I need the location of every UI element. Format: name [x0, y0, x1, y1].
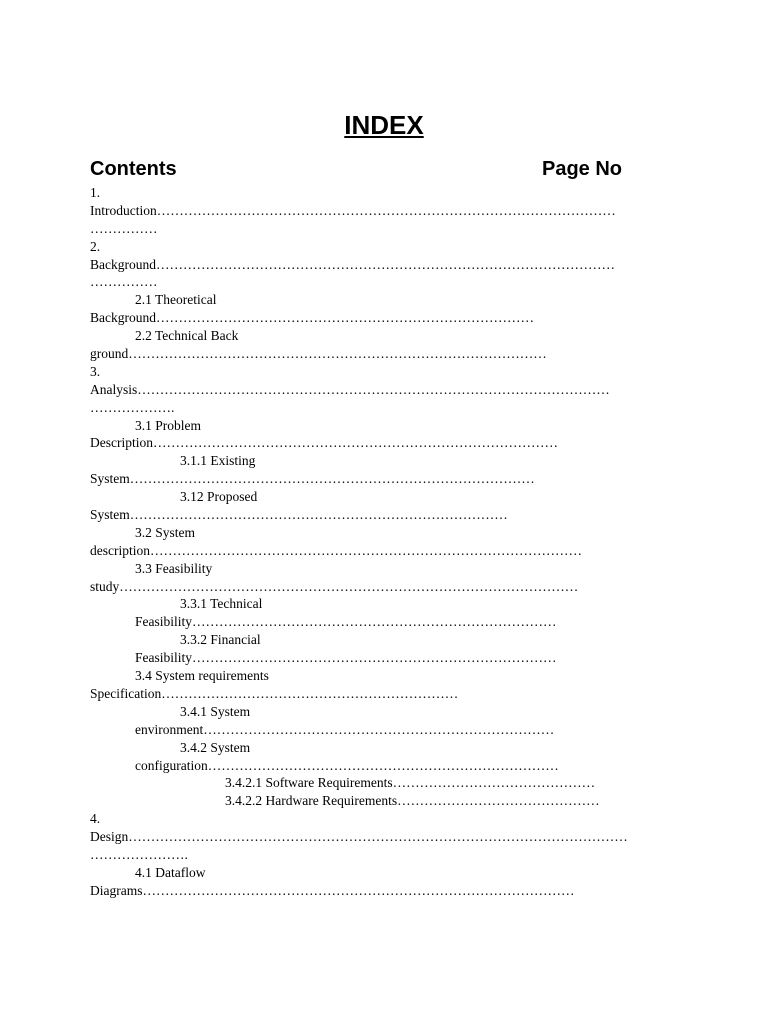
toc-line: description…………………………………………………………………………………… [90, 542, 582, 558]
toc-line: 3.12 Proposed [180, 489, 258, 505]
table-of-contents [90, 184, 690, 900]
toc-line: 3.4 System requirements [135, 668, 269, 684]
toc-line: study………………………………………………………………………………………… [90, 578, 579, 594]
toc-line: 2. [90, 238, 101, 254]
toc-line: 3.2 System [135, 524, 196, 540]
contents-heading: Contents [90, 158, 177, 180]
toc-line: 2.1 Theoretical [135, 292, 217, 308]
toc-line: 4. [90, 811, 101, 827]
toc-line: 4.1 Dataflow [135, 864, 206, 880]
toc-line: ground………………………………………………………………………………… [90, 346, 547, 362]
toc-line: environment…………………………………………………………………… [135, 721, 555, 737]
toc-line: Design………………………………………………………………………………………………… [90, 829, 628, 845]
toc-line: 1. [90, 185, 101, 200]
toc-line: Description……………………………………………………………………………… [90, 435, 558, 451]
page-title: INDEX [344, 110, 424, 140]
toc-line: 3. [90, 363, 101, 379]
toc-line: Diagrams…………………………………………………………………………………… [90, 882, 575, 898]
toc-line: 3.4.1 System [180, 703, 251, 719]
toc-line: Introduction………………………………………………………………………………………… [90, 202, 616, 218]
toc-line: Feasibility……………………………………………………………………… [135, 614, 557, 630]
toc-line: System………………………………………………………………………… [90, 507, 508, 523]
toc-line: Specification………………………………………………………… [90, 685, 459, 701]
toc-line: Background………………………………………………………………………………………… [90, 256, 615, 272]
toc-line: 3.1 Problem [135, 417, 201, 433]
toc-line: System……………………………………………………………………………… [90, 471, 535, 487]
toc-line: ………………. [90, 399, 175, 415]
toc-line: 2.2 Technical Back [135, 328, 239, 344]
toc-line: 3.4.2 System [180, 739, 251, 755]
toc-line: …………… [90, 220, 158, 236]
toc-line: 3.3 Feasibility [135, 560, 213, 576]
toc-line: 3.4.2.1 Software Requirements……………………………………… [225, 775, 596, 791]
toc-line: Feasibility……………………………………………………………………… [135, 650, 557, 666]
toc-line: Analysis…………………………………………………………………………………………… [90, 381, 610, 397]
toc-line: 3.3.1 Technical [180, 596, 263, 612]
toc-line: configuration…………………………………………………………………… [135, 757, 559, 773]
toc-line: …………………. [90, 846, 188, 862]
page-no-heading: Page No [542, 158, 623, 180]
toc-line: 3.4.2.2 Hardware Requirements……………………………………… [225, 793, 600, 809]
toc-line: 3.3.2 Financial [180, 632, 261, 648]
toc-line: …………… [90, 274, 158, 290]
toc-line: Background………………………………………………………………………… [90, 310, 534, 326]
toc-line: 3.1.1 Existing [180, 453, 256, 469]
